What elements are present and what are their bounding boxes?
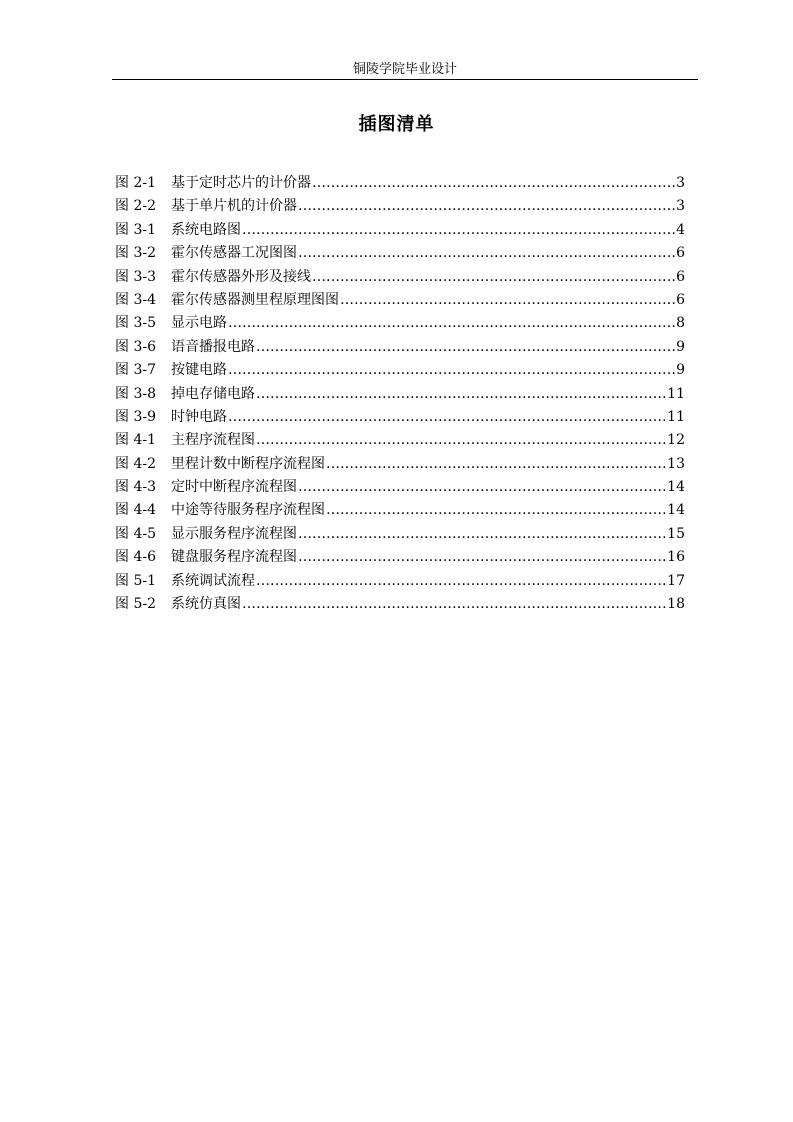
figure-title: 系统仿真图 (171, 596, 241, 613)
figure-number: 图 3-8 (115, 385, 156, 402)
page-number: 15 (667, 525, 685, 542)
page-number: 16 (667, 549, 685, 566)
page-number: 9 (676, 338, 685, 355)
figure-title: 系统调试流程 (171, 572, 255, 589)
leader-dots (298, 476, 666, 499)
figure-number: 图 5-1 (115, 572, 156, 589)
figure-list (115, 172, 685, 616)
page-number: 4 (676, 221, 685, 238)
page-number: 6 (676, 268, 685, 285)
header-text: 铜陵学院毕业设计 (352, 62, 457, 77)
leader-dots (326, 499, 666, 522)
leader-dots (242, 219, 675, 242)
page-number: 14 (667, 479, 685, 496)
page-number: 14 (667, 502, 685, 519)
figure-title: 基于单片机的计价器 (171, 198, 297, 215)
figure-entry (115, 312, 685, 335)
page-number: 18 (667, 596, 685, 613)
figure-entry (115, 195, 685, 218)
page-number: 11 (667, 408, 685, 425)
figure-title: 键盘服务程序流程图 (171, 549, 297, 566)
leader-dots (228, 359, 675, 382)
leader-dots (228, 312, 675, 335)
figure-entry (115, 593, 685, 616)
figure-entry (115, 172, 685, 195)
figure-entry (115, 336, 685, 359)
figure-title: 主程序流程图 (171, 432, 255, 449)
figure-number: 图 3-2 (115, 245, 156, 262)
figure-number: 图 4-1 (115, 432, 156, 449)
figure-entry (115, 359, 685, 382)
figure-entry (115, 453, 685, 476)
figure-title: 定时中断程序流程图 (171, 479, 297, 496)
leader-dots (340, 289, 675, 312)
figure-title: 中途等待服务程序流程图 (171, 502, 325, 519)
figure-number: 图 4-2 (115, 455, 156, 472)
figure-entry (115, 219, 685, 242)
figure-title: 霍尔传感器外形及接线 (171, 268, 311, 285)
figure-number: 图 2-1 (115, 175, 156, 191)
figure-number: 图 3-7 (115, 362, 156, 379)
figure-number: 图 2-2 (115, 198, 156, 215)
figure-number: 图 3-1 (115, 221, 156, 238)
figure-number: 图 4-4 (115, 502, 156, 519)
page-number: 13 (667, 455, 685, 472)
figure-entry (115, 499, 685, 522)
figure-number: 图 3-3 (115, 268, 156, 285)
page-number: 12 (667, 432, 685, 449)
leader-dots (298, 546, 666, 569)
figure-entry (115, 242, 685, 265)
leader-dots (256, 429, 666, 452)
figure-number: 图 4-6 (115, 549, 156, 566)
page-number: 3 (676, 175, 685, 191)
page-number: 6 (676, 245, 685, 262)
figure-number: 图 4-3 (115, 479, 156, 496)
figure-title: 里程计数中断程序流程图 (171, 455, 325, 472)
leader-dots (256, 336, 675, 359)
figure-entry (115, 266, 685, 289)
page-number: 6 (676, 291, 685, 308)
page-title: 插图清单 (358, 114, 435, 135)
figure-entry (115, 546, 685, 569)
figure-entry (115, 570, 685, 593)
page-number: 8 (676, 315, 685, 332)
page-number: 17 (667, 572, 685, 589)
figure-entry (115, 476, 685, 499)
page-number: 9 (676, 362, 685, 379)
leader-dots (228, 406, 666, 429)
figure-title: 基于定时芯片的计价器 (171, 175, 311, 191)
figure-number: 图 3-9 (115, 408, 156, 425)
figure-number: 图 3-6 (115, 338, 156, 355)
leader-dots (312, 172, 675, 195)
leader-dots (256, 383, 666, 406)
figure-entry (115, 383, 685, 406)
figure-title: 霍尔传感器测里程原理图图 (171, 291, 339, 308)
leader-dots (256, 570, 666, 593)
page-number: 3 (676, 198, 685, 215)
leader-dots (298, 523, 666, 546)
figure-title: 时钟电路 (171, 408, 227, 425)
leader-dots (298, 195, 675, 218)
page-number: 11 (667, 385, 685, 402)
leader-dots (326, 453, 666, 476)
figure-number: 图 3-5 (115, 315, 156, 332)
figure-entry (115, 406, 685, 429)
figure-title: 系统电路图 (171, 221, 241, 238)
figure-number: 图 3-4 (115, 291, 156, 308)
figure-title: 按键电路 (171, 362, 227, 379)
figure-title: 显示电路 (171, 315, 227, 332)
figure-entry (115, 289, 685, 312)
leader-dots (298, 242, 675, 265)
page-header (112, 60, 698, 80)
figure-title: 霍尔传感器工况图图 (171, 245, 297, 262)
figure-title: 语音播报电路 (171, 338, 255, 355)
figure-entry (115, 429, 685, 452)
leader-dots (242, 593, 666, 616)
figure-number: 图 5-2 (115, 596, 156, 613)
figure-entry (115, 523, 685, 546)
figure-number: 图 4-5 (115, 525, 156, 542)
leader-dots (312, 266, 675, 289)
figure-title: 掉电存储电路 (171, 385, 255, 402)
figure-title: 显示服务程序流程图 (171, 525, 297, 542)
